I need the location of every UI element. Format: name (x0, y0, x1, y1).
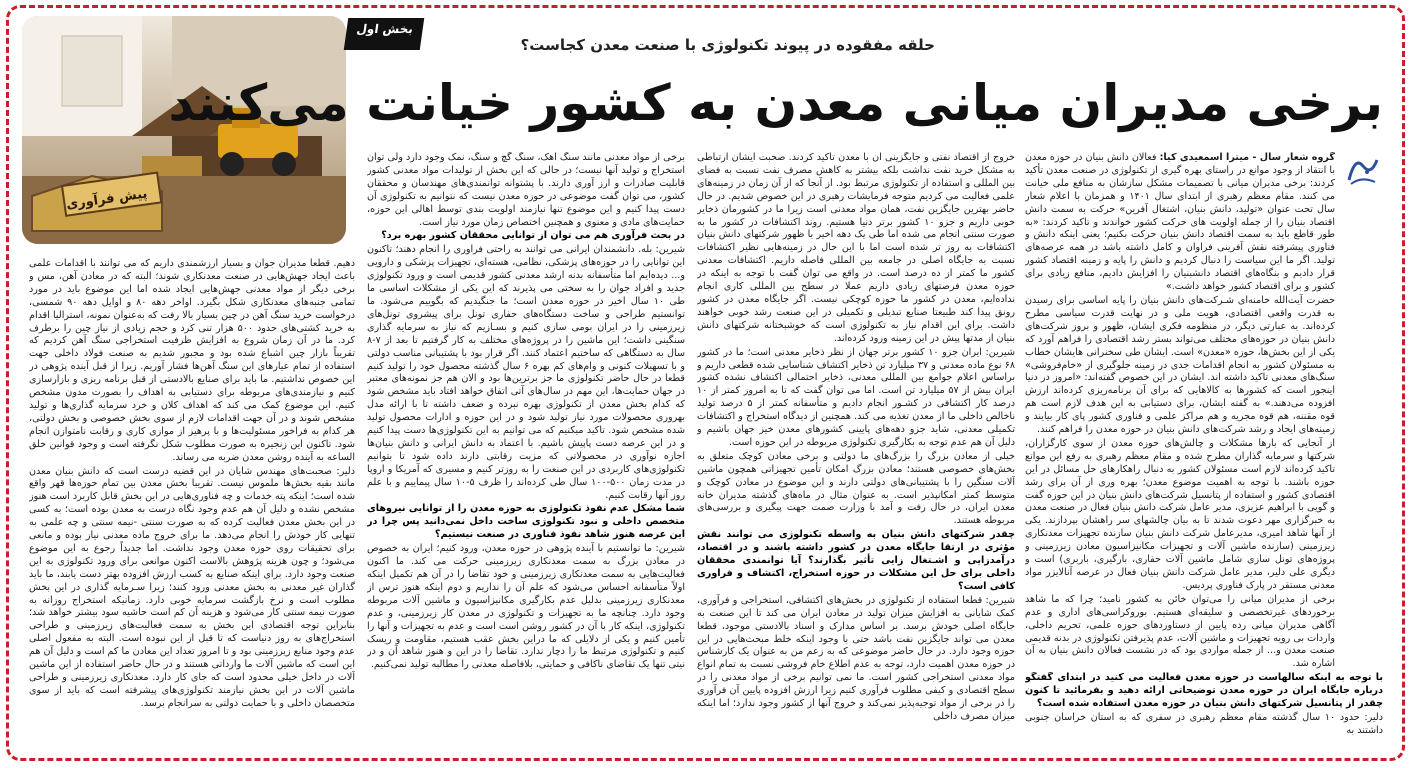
col4-paragraph: دهیم. قطعا مدیران جوان و بسیار ارزشمندی داریم که می توانند با اقدامات علمی باعث ایجاد جهش‌هایی در صنعت معدنکاری شوند؛ البته که در معادن آهن، مس و برخی دیگر از مواد معدنی جهش‌هایی ایجاد شده اما این موضوع باید در مورد تمامی جنبه‌های معدنکاری شکل بگیرد. اواخر دهه ۸۰ و اوایل دهه ۹۰ شمسی، درخواست خرید سنگ آهن در چین بسیار بالا رفت که به‌عنوان نمونه، استرالیا اقدام به خرید کشتی‌های حدود ۵۰۰ هزار تنی کرد و حجم زیادی از نیاز چین را برطرف کرد. ما در آن زمان شروع به افزایش ظرفیت استخراجی سنگ آهن کردیم که تقریباً بازار چین اشباع شده بود و مجبور شدیم به صنعت فولاد داخلی جهت استفاده از تمام عیارهای این سنگ آهن‌ها فشار آوریم. زیرا از قبل آینده پژوهی در این خصوص نداشتیم. ما باید برای صنایع بالادستی از قبل برنامه ریزی و بازارسازی کنیم و نیازمندی‌های مربوطه برای دستیابی به اهداف را بصورت مدون مشخص کنیم. این موضوع کمک می کند که اهداف کلان و خرد سرمایه گذاری‌ها و تولید مشخص شوند و در آن جهت اقدامات لازم از سوی بخش خصوصی و بخش دولتی، هر کدام به فراخور مسئولیت‌ها و با پرهیز از موازی کاری و رقابت نامتوازن انجام شود. تاکنون این زنجیره به صورت مطلوب شکل نگرفته است و وجود قوانین خلق الساعه به آینده روشن معدن ضربه می رساند. (29, 258, 355, 463)
col2-paragraph: خروج از اقتصاد نفتی و جایگزینی آن با معدن تاکید کردند. صحبت ایشان ارتباطی به مشکل خرید نفت نداشت بلکه بیشتر به کاهش مصرف نفت نسبت به فضای بین المللی و استفاده از تکنولوژی مرتبط بود. از آنجا که از آن زمان در زمینه‌های علمی فعالیت می کردیم متوجه فرمایشات رهبری در این خصوص شدیم. در حال حاضر بهترین جایگزین نفت، همان مواد معدنی است زیرا ما در کشورمان ذخایر خوبی داریم و جزو ۱۰ کشور برتر دنیا هستیم. روند اکتشافات در کشور ما به صورت سنتی انجام می شده اما طی یک دهه اخیر با ظهور شرکتهای دانش بنیان اکتشافات به روز تر شده است اما با این حال در زمینه‌هایی نظیر اکتشافات نسبت به جایگاه اصلی در جامعه بین المللی فاصله داریم. اکتشافات معدنی کشور ما کمتر از ده درصد است. در واقع می توان گفت با توجه به اینکه در حوزه معدن فرصتهای زیادی داریم عملا در سطح بین المللی کاری انجام نداده‌ایم، معدن در کشور ما حوزه کوچکی نیست. اگر جایگاه معدن در کشور رونق پیدا کند طبیعتا صنایع تبدیلی و تکمیلی در این صنعت رشد خوبی خواهند داشت. برای این اقدام نیاز به تکنولوژی است که خوشبختانه شرکتهای دانش بنیان از مدتها پیش در این زمینه ورود کرده‌اند. (697, 152, 1015, 344)
question: با توجه به اینکه سالهاست در حوزه معدن فعالیت می کنید در ابتدای گفتگو درباره جایگاه ایران در حوزه معدن توضیحاتی ارائه دهید و بفرمائید تا کنون چقدر از پتانسیل شرکتهای دانش بنیان در حوزه معدن استفاده شده است؟ (1025, 672, 1383, 709)
col3-paragraph: شیرین: بله. دانشمندان ایرانی می توانند به راحتی فراوری را انجام دهند؛ تاکنون این توانایی را در حوزه‌های پزشکی، نظامی، هسته‌ای، تجهیزات پزشکی و دارویی و... دیده‌ایم اما متأسفانه بدنه ارشد معدنی کشور قدیمی است و ورود تکنولوژی جدید و افراد جوان را به سختی می پذیرند که این یکی از مشکلات اساسی ما طی ۱۰ سال اخیر در حوزه معدن است؛ ما جنگیدیم که بگوییم می‌شود. ما توانستیم طراحی و ساخت دستگاه‌های حفاری تونل برای پیشروی تونل‌های زیرزمینی را در ایران بومی سازی کنیم و بسـازیم که نیاز به سرمایه گذاری سنگینی داشت؛ این ماشین را در پروژه‌های مختلف به کار گرفتیم تا بعد از ۷-۸ سال به دستگاهی که ساختیم اعتماد کنند. اگر قرار بود با پشتیبانی مناسب دولتی و با تسهیلات کنونی و وام‌های کم بهره ۶ سال گذشته محصول خود را تولید کنیم قطعا در حال حاضر تکنولوژی ما جز برترین‌ها بود و الان هم جز نمونه‌های معتبر در جهان حمایت‌ها، این مهم در سال‌های آتی اتفاق خواهد افتاد باید مشخص شود که کدام بخش معدن از تکنولوژی بهره نبرده و ضعف داشته تا با ارائه مدل بهروری محصولات مورد نیاز تولید شود و در این حوزه و ادارات محصول تولید شده مشخص شود. تاکید میکنیم که می توانیم به این تکنولوژی‌ها دست پیدا کنیم و در این عرصه دست پاپیش باشیم. با اعتماد به دانش ایرانی و دانش بنیان‌ها اجازه نوآوری در محصولاتی که مزیت رقابتی دارند داده شود تا بتوانیم تکنولوژی‌های کاربردی در این صنعت را به روزتر کنیم و مسیری که آمریکا و اروپا در مدت زمان ۵۰۰-۱۰۰ سال طی کرده‌اند را ظرف ۵-۱۰ سال پیماییم و با علم روز آنها رقابت کنیم. (367, 244, 685, 501)
col2-paragraph: شیرین: ایران جزو ۱۰ کشور برتر جهان از نظر ذخایر معدنی است؛ ما در کشور ۶۸ نوع ماده معدنی و ۳۷ میلیارد تن ذخایر اکتشاف شناسایی شده قطعی داریم و براساس اعلام جوامع بین المللی معدنی، ذخایر احتمالی اکتشاف نشده کشور ایران بیش از ۵۷ میلیارد تن است. اما می توان گفت که تا به امروز کمتر از ۱۰ درصد کار اکتشافی در کشـور انجام دادیم و متأسفانه کمتر از ۵ درصد تولید ناخالص داخلی ما از معدن تغذیه می کند. همچنین از دیدگاه استخراج و اکتشافات تکمیلی معدنی، شاید جزو دهه‌های پایینی کشورهای معدن خیز جهان باشیم و دلیل آن هم عدم توجه به بکارگیری تکنولوژی مربوطه در این حوزه است. (697, 346, 1015, 448)
col1-paragraph: برخی از مدیران میانی را می‌توان خائن به کشور نامید؛ چرا که ما شاهد برخوردهای غیرتخصصی و سلیقه‌ای هستیم. بوروکراسی‌های اداری و عدم آگاهی مدیران میانی رده پایین از دستاوردهای حوزه علمی، تحریم داخلی، واردات بی رویه تجهیزات و ماشین آلات، عدم پذیرفتن تکنولوژی در بدنه قدیمی صنعت معدن و... از جمله مواردی بود که در نشست فعالان دانش بنیان به آن اشاره شد. (1025, 593, 1335, 670)
column-4 (29, 258, 355, 734)
part-label: بخش اول (344, 18, 425, 50)
column-3 (367, 152, 685, 734)
col3-paragraph: برخی از مواد معدنی مانند سنگ آهک، سنگ گچ و سنگ، نمک وجود دارد ولی توان استخراج و تولید آنها نیست؛ در حالی که این بخش از تولیدات مواد معدنی کشور قابلیت صادرات و ارز آوری دارند. با پشتوانه توانمندی‌های مهندسان و محققان کشور، می توان گفت موضوعی در حوزه معدن نیست که نتوانیم به تکنولوژی آن دست پیدا کنیم و این موضوع تنها نیازمند اولویت بندی توسط اهالی این حوزه، حمایت‌های مادی و معنوی و همچنین اختصاص زمان مورد نیاز است. (367, 152, 685, 228)
col1-paragraph: از آنجایی که بارها مشکلات و چالش‌های حوزه معدن از سوی کارگزاران، شرکتها و سرمایه گذاران مطرح شده و مقام معظم رهبری به رفع این موانع تاکید کرده‌اند لازم است مسئولان کشور به دنبال راهکارهای حل مسائل در این حوزه باشند. با توجه به اهمیت موضوع معدن؛ بهره وری از آن برای رشد اقتصادی کشور و استفاده از پتانسیل شرکت‌های دانش بنیان در این حوزه گفت و گویی با ابراهیم عزیزی، مدیر عامل شرکت دانش بنیان فعال در صنعت معدن به خبرگزاری مهر دعوت شدند تا به بیان چالشهای سر راهشان بپردازند. یکی از آنها شاهد امیری، مدیرعامل شرکت دانش بنیان سازنده تجهیزات معدنکاری زیرزمینی (سازنده ماشین آلات و تجهیزات مکانیزاسیون معادن زیرزمینی و پروژه‌های تونل سازی شامل ماشین آلات حفاری، بارگیری، باربری) است و دیگری علی دلیر، مدیر عامل شرکت دانش بنیان فعال در عرصه آنالایزر مواد معدنی مستقر در پارک فناوری پردیس. (1025, 437, 1335, 591)
column-1 (1025, 152, 1335, 672)
col1-paragraph: دلیر: حدود ۱۰ سال گذشته مقام معظم رهبری در سفری که به استان خراسان جنوبی داشتند به (1025, 711, 1383, 736)
col1-paragraph: فعالان دانش بنیان در حوزه معدن با انتقاد از وجود موانع در راستای بهره گیری از تکنولوژی در صنعت معدن تأکید کردند: برخی مدیران میانی با تصمیمات مشکل سازشان به منافع ملی خیانت می کنند. مقام معظم رهبری از ابتدای سال ۱۴۰۱ و همزمان با اعلام شعار سال تحت عنوان «تولید، دانش بنیان، اشتغال آفرین» حرکت به سمت دانش اقتصاد بنیان را از جمله اولویت های حرکت کشور خواندند و تاکید کردند: «به طور قاطع باید به سمت اقتصاد دانش بنیان حرکت بکنیم؛ یعنی اینکه دانش و فناوری پیشرفته نقش آفرینی فراوان و کامل داشته باشد در همه عرصه‌های تولید. اگر ما این سیاست را دنبال کردیم و دانش را پایه و زمینه اقتصاد کشور قرار دادیم و بنگاه‌های اقتصاد دانشبنیان را افزایش دادیم، منافع زیادی برای کشور و برای اقتصاد کشور خواهد داشت.» (1025, 152, 1335, 293)
kicker: حلقه مفقوده در پیوند تکنولوژی با صنعت معدن کجاست؟ (520, 36, 935, 54)
column-2 (697, 152, 1015, 734)
newspaper-logo-icon (1345, 150, 1381, 190)
question: در بحث فرآوری هم می توان از توانایی محققان کشور بهره برد؟ (381, 230, 685, 242)
headline: برخی مدیران میانی معدن به کشور خیانت می‌کنند (168, 74, 1383, 132)
question: شما مشکل عدم نفوذ تکنولوژی به حوزه معدن را از توانایی نیروهای متخصص داخلی و نبود تکنولوژی ساخت داخل نمی‌دانید پس چرا در این عرصه هنوز شاهد نفوذ فناوری در صنعت نیستیم؟ (367, 503, 685, 541)
byline: گروه شعار سال - میترا اسمعیدی کیا: (1159, 152, 1335, 163)
col2-paragraph: شیرین: قطعا استفاده از تکنولوژی در بخش‌های اکتشافی، استخراجی و فرآوری، کمک شایانی به افزایش میزان تولید در معادن ایران می کند تا این صنعت به جایگاه اصلی خودش برسد. بر اساس مدارک و اسناد بالادستی موجود، قطعا معدن می تواند جایگزین نفت باشد حتی با وجود اینکه خلط مبحث‌هایی در این حوزه وجود دارد. در حال حاضر موضوعی که به زعم من به عنوان یک کارشناس در حوزه معدن اهمیت دارد، توجه به عدم اطلاع خام فروشی نسبت به تمام انواع مواد معدنی استخراجی کشور است. ما نمی توانیم برخی از مواد معدنی را در سطح اقتصادی و کیفی مطلوب فرآوری کنیم زیرا ارزش افزوده پایین آن فرآوری را در برخی از مواد توجیه‌پذیر نمی‌کند و خروج آنها از کشور وجود ندارد؛ اما اینکه میزان مصرف داخلی (697, 594, 1015, 722)
photo-sign-text: پیش فرآوری (65, 186, 149, 213)
question: چقدر شرکتهای دانش بنیان به واسطه تکنولوژی می توانند نقش مؤثری در ارتقا جایگاه معدن در کشور داشته باشند و در اقتصاد، درآمدزایی و اشـتغال زایی تأثیر بگذارند؟ آیا توانمندی محققان داخلی برای حل این مشکلات در حوزه استخراج، اکتشاف و فراوری کافی است؟ (697, 529, 1015, 592)
col4-paragraph: دلیر: صحبت‌های مهندس شایان در این قضیه درست است که دانش بنیان معدن مانند بقیه بخش‌ها ملموس نیست. تقریبا بخش معدن بین تمام حوزه‌ها قهر واقع شده است؛ اینکه پته خدمات و چه فناوری‌هایی در این بخش قابل کاربرد است هنوز مشخص نشده و دلیل آن هم عدم وجود نگاه درست به معدن بوده است؛ به کسی در این بخش معدن فعالیت کرده که به صورت سنتی -نیمه سنتی و چه علمی به تنهایی کار خودش را انجام می‌دهد. ما برای خروج ماده معدنی نیاز بوده و مانعی برای تحقیقات روی حوزه معدن وجود نداشت. اما جدیداً رجوع به این موضوع می‌شود؛ و چون هزینه پژوهش بالاست اکنون موانعی برای ورود تکنولوژی به این صنعت وجود دارد. برای اینکه صنایع به کسب ارزش افزوده بهتر دست یابند، ما باید گذاران غیر معدنی به بخش معدنی ورود کنند؛ زیرا سـرمایه گذاری در این بخش مطلوب است و نرخ بازگشت سرمایه خوبی دارد. زمانیکه استخراج روزانه به صورت نیمه سنتی کار می‌شود و هزینه آن کم است حاشیه سود بیشتر خواهد شد؛ بنابراین توجه اقتصادی این بخش به سمت فعالیت‌های زیرزمینی و طراحی استخراج‌های به روز دنیاست که تا قبل از این نبوده است. البته به مفعول اصلی عدم وجود منابع زیرزمینی بود و تا امروز تعداد این معادن ما کم است و دلیل آن هم این است که ماشین آلات ما وارداتی هستند و در حال حاضر استفاده از این ماشین آلات در داخل خیلی محدود است که جای کار دارد. معدنکاری زیرزمینی و طراحی ماشین آلات در این بخش نیازمند تکنولوژی‌های پیشرفته است که باید از سوی متخصصان داخلی و با حمایت دولتی به سرانجام برسد. (29, 465, 355, 709)
col2-paragraph: خیلی از معادن بزرگ را بزرگ‌های ما دولتی و برخی معادن کوچک متعلق به بخش‌های خصوصی هستند؛ معادن بزرگ امکان تأمین تجهیزاتی همچون ماشین آلات سنگین را با پشتیبانی‌های دولتی دارند و این موضوع در معادن کوچک و متوسط کمتر امکانپذیر است. به عنوان مثال در ماه‌های گذشته مدیران خانه معدن ایران، در حال رفت و آمد با وزارت صمت جهت پیگیری و بررسی‌های مربوطه هستند. (697, 450, 1015, 527)
col3-paragraph: شیرین: ما توانستیم با آینده پژوهی در حوزه معدن، ورود کنیم؛ ایران به خصوص در معادن بزرگ به سمت معدنکاری زیرزمینی حرکت می کند. ما اکنون فعالیت‌هایی به سمت معدنکاری زیرزمینی و خود تقاضا را در آن هم تکمیل اینکه اولاً متأسفانه احساس می‌شود که علم آن را نداریم و دوم اینکه هنوز ترس از معدنکاری زیرزمینی بدلیل عدم بکارگیری مکانیزاسیون و ماشین آلات مربوطه وجود دارد. چنانچه ما به تجهیزات و تکنولوژی در معدن کار زیرزمینی، و عدم تکنولوژی، اینکه کار با آن در کشور روشن است است و عدم به تجهیزات و آنها را تأمین کنیم و یکی از دلایلی که ما دراین بخش عقب هستیم، مقاومت و ریسک کنیم و تکنولوژی مرتبط ما را دچار ندارد. تقاضا را در این و هنوز شاهد آن و در نیتی تنها یک تقاضای ناکافی و حمایتی، بلافاصله معدنی را مطالبه تولید نمی‌کنیم. (367, 543, 685, 671)
col1-paragraph: حضرت آیت‌الله خامنه‌ای شـرکت‌های دانش بنیان را پایه اساسی برای رسیدن به قدرت واقعی اقتصادی، هویت ملی و در نهایت قدرت سیاسی مطرح کرده‌اند. به عبارتی دیگر، در منظومه فکری ایشان، ظهور و بروز شرکت‌های دانش بنیان در حوزه‌های مختلف می‌تواند بستر رشد اقتصادی را فراهم آورد که یکی از این بخش‌ها، حوزه «معدن» است. ایشان طی سخنرانی هایشان خطاب به مسئولان کشور به انجام اقدامات جدی در زمینه جلوگیری از «خام‌فروشی» سنگ‌های معدنی تاکید داشته اند. ایشان در این خصوص گفته‌اند: «امروز در دنیا اینجور است که کشورها به کالاهایی که برای آن برنامه‌ریزی کرده‌اند ارزش افزوده می‌دهند.» به گفته ایشان، برای دستیابی به این هدف لازم است هم قوه مقننه، هم قوه مجریه و هم مراکز علمی و فناوری کشور پای کار بیایند و زمینه‌های ایجاد و رشد شرکت‌های دانش بنیان در حوزه معدن را فراهم کنند. (1025, 294, 1335, 436)
column-1-bottom (1025, 672, 1383, 736)
